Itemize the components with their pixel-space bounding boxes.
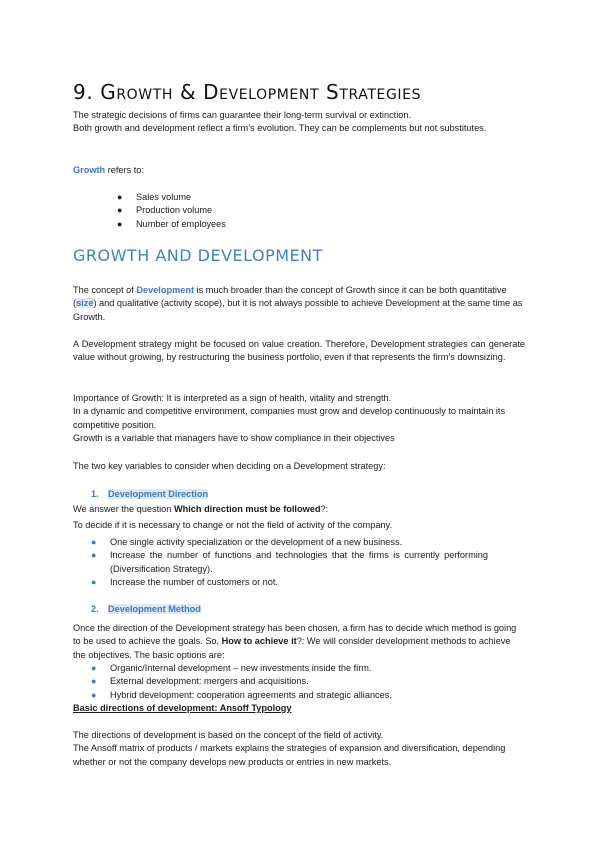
development-paragraph: The concept of Development is much broader than the concept of Growth since it can be both quantitative (size) and qualitative (activity scope), but it is not always possible to achieve Development at the same time as Growth. [73, 285, 523, 322]
direction-intro: To decide if it is necessary to change or not the field of activity of the company. [73, 520, 393, 530]
bullet-icon: ● [91, 676, 97, 687]
size-term: size [76, 298, 94, 309]
bullet-icon: ● [117, 192, 123, 202]
method-paragraph: Once the direction of the Development strategy has been chosen, a firm has to decide which method is going to be used to achieve the goals. So, How to achieve it?: We will consider development methods to achieve the objectives. The basic options are: [73, 623, 517, 660]
bullet-icon: ● [91, 576, 97, 587]
direction-heading: 1. Development Direction [91, 489, 209, 499]
list-item: ● Increase the number of customers or not. [110, 576, 488, 589]
list-item: ● Sales volume [136, 191, 226, 204]
growth-term: Growth [73, 165, 106, 175]
list-item: ● Hybrid development: cooperation agreements and strategic alliances. [110, 689, 488, 702]
bullet-icon: ● [117, 205, 123, 216]
growth-refers-text: refers to: [105, 165, 144, 175]
method-list [91, 662, 488, 702]
bullet-icon: ● [91, 689, 97, 700]
bullet-icon: ● [91, 663, 97, 673]
intro-line-2: Both growth and development reflect a firm’s evolution. They can be complements but not substitutes. [73, 123, 487, 134]
importance-paragraph: Importance of Growth: It is interpreted as a sign of health, vitality and strength. In a dynamic and competitive environment, companies must grow and develop continuously to maintain its competitive position. Growth is a variable that managers have to show compliance in their objectives [73, 393, 506, 443]
bullet-icon: ● [117, 218, 123, 229]
list-item: ● Number of employees [136, 218, 226, 231]
growth-list [117, 191, 226, 231]
growth-refers [73, 164, 144, 177]
development-term: Development [136, 285, 195, 295]
value-creation-paragraph: A Development strategy might be focused on value creation. Therefore, Development strategies can generate value without growing, by restructuring the business portfolio, even if that represents the firm’s downsizing. [73, 339, 525, 363]
key-variables-paragraph: The two key variables to consider when deciding on a Development strategy: [73, 461, 386, 471]
ansoff-paragraph: The directions of development is based on the concept of the field of activity. The Ansoff matrix of products / markets explains the strategies of expansion and diversification, depending whether or not the company develops new products or entries in new markets. [73, 730, 506, 767]
list-item: ● Organic/Internal development – new investments inside the firm. [110, 662, 488, 675]
list-item: ● Increase the number of functions and technologies that the firms is currently performing (Diversification Strategy). [91, 550, 488, 574]
intro-paragraph [73, 109, 525, 136]
intro-line-1: The strategic decisions of firms can guarantee their long-term survival or extinction. [73, 110, 412, 120]
direction-question: We answer the question Which direction must be followed?: [73, 504, 329, 514]
section-heading: GROWTH AND DEVELOPMENT [73, 246, 323, 265]
ansoff-heading: Basic directions of development: Ansoff Typology [73, 703, 292, 713]
bullet-icon: ● [91, 550, 97, 561]
list-item: ● External development: mergers and acquisitions. [110, 675, 488, 688]
bullet-icon: ● [91, 537, 97, 547]
direction-list [91, 536, 488, 589]
method-heading: 2. Development Method [91, 604, 201, 614]
list-item: ● Production volume [136, 204, 226, 217]
method-label: Development Method [108, 604, 201, 614]
page-title: 9. Growth & Development Strategies [73, 80, 422, 104]
direction-label: Development Direction [108, 489, 209, 499]
list-item: ● One single activity specialization or the development of a new business. [110, 536, 488, 549]
